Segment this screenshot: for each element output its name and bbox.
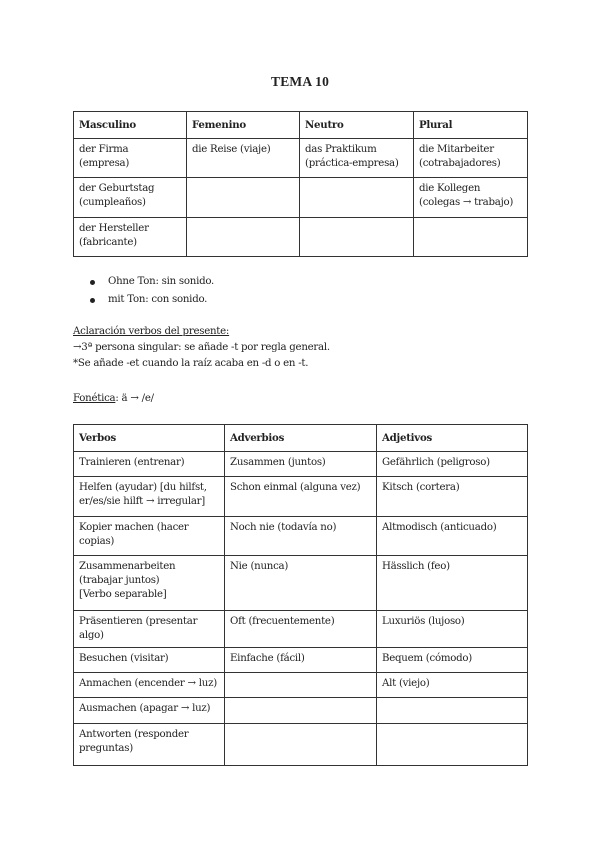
table-row xyxy=(74,556,528,611)
table-cell: Alt (viejo) xyxy=(377,673,528,698)
table-cell xyxy=(187,218,300,257)
table-cell: die Kollegen (colegas → trabajo) xyxy=(414,178,528,218)
header-verbos: Verbos xyxy=(74,425,225,452)
table-cell: Antworten (responder preguntas) xyxy=(74,724,225,766)
table-cell: Trainieren (entrenar) xyxy=(74,452,225,477)
table-cell: Kitsch (cortera) xyxy=(377,477,528,517)
table-cell xyxy=(300,218,414,257)
table-cell: Besuchen (visitar) xyxy=(74,648,225,673)
vocab-table xyxy=(73,424,528,766)
table-cell: Ausmachen (apagar → luz) xyxy=(74,698,225,724)
header-adverbios: Adverbios xyxy=(225,425,377,452)
table-cell: die Reise (viaje) xyxy=(187,139,300,178)
table-row xyxy=(74,178,528,218)
table-cell: Nie (nunca) xyxy=(225,556,377,611)
table-row xyxy=(74,139,528,178)
verb-separable-note: [Verbo separable] xyxy=(79,589,167,600)
table-header-row xyxy=(74,425,528,452)
table-row xyxy=(74,477,528,517)
gender-table xyxy=(73,111,528,257)
table-cell: der Geburtstag (cumpleaños) xyxy=(74,178,187,218)
table-row xyxy=(74,648,528,673)
aclaracion-line-2: *Se añade -et cuando la raíz acaba en -d o en -t. xyxy=(73,358,309,369)
table-row xyxy=(74,698,528,724)
table-row xyxy=(74,218,528,257)
aclaracion-section xyxy=(73,324,330,372)
list-item xyxy=(87,273,214,291)
bullet-icon xyxy=(90,298,95,303)
table-header-row xyxy=(74,112,528,139)
header-neutro: Neutro xyxy=(300,112,414,139)
cell-text: Zusammenarbeiten (trabajar juntos) xyxy=(79,561,176,586)
header-masculino: Masculino xyxy=(74,112,187,139)
table-cell: Noch nie (todavía no) xyxy=(225,517,377,556)
list-item xyxy=(87,291,214,309)
table-cell xyxy=(187,178,300,218)
table-cell: Anmachen (encender → luz) xyxy=(74,673,225,698)
table-cell: Kopier machen (hacer copias) xyxy=(74,517,225,556)
fonetica-line xyxy=(73,391,154,407)
table-cell: Zusammen (juntos) xyxy=(225,452,377,477)
table-cell: der Firma (empresa) xyxy=(74,139,187,178)
table-cell xyxy=(225,673,377,698)
table-cell xyxy=(414,218,528,257)
table-cell: Präsentieren (presentar algo) xyxy=(74,611,225,648)
aclaracion-heading: Aclaración verbos del presente: xyxy=(73,326,230,337)
table-cell xyxy=(74,556,225,611)
table-cell xyxy=(225,724,377,766)
table-cell: Luxuriös (lujoso) xyxy=(377,611,528,648)
table-cell: Einfache (fácil) xyxy=(225,648,377,673)
bullet-text: mit Ton: con sonido. xyxy=(108,294,208,305)
bullet-icon xyxy=(90,280,95,285)
table-row xyxy=(74,452,528,477)
aclaracion-line-1: →3ª persona singular: se añade -t por regla general. xyxy=(73,342,330,353)
table-row xyxy=(74,724,528,766)
header-plural: Plural xyxy=(414,112,528,139)
table-cell: das Praktikum (práctica-empresa) xyxy=(300,139,414,178)
table-cell: Schon einmal (alguna vez) xyxy=(225,477,377,517)
table-cell xyxy=(377,724,528,766)
table-cell: Oft (frecuentemente) xyxy=(225,611,377,648)
table-row xyxy=(74,611,528,648)
table-cell: Altmodisch (anticuado) xyxy=(377,517,528,556)
bullet-text: Ohne Ton: sin sonido. xyxy=(108,276,215,287)
header-adjetivos: Adjetivos xyxy=(377,425,528,452)
header-femenino: Femenino xyxy=(187,112,300,139)
table-cell: Bequem (cómodo) xyxy=(377,648,528,673)
fonetica-label: Fonética xyxy=(73,393,116,404)
table-cell: Gefährlich (peligroso) xyxy=(377,452,528,477)
table-cell xyxy=(377,698,528,724)
table-row xyxy=(74,517,528,556)
table-cell: Hässlich (feo) xyxy=(377,556,528,611)
table-cell: die Mitarbeiter (cotrabajadores) xyxy=(414,139,528,178)
table-cell: der Hersteller (fabricante) xyxy=(74,218,187,257)
table-cell xyxy=(225,698,377,724)
table-cell: Helfen (ayudar) [du hilfst, er/es/sie hilft → irregular] xyxy=(74,477,225,517)
fonetica-text: : ä → /e/ xyxy=(115,393,154,404)
table-row xyxy=(74,673,528,698)
table-cell xyxy=(300,178,414,218)
bullet-list xyxy=(87,273,214,309)
page-title: TEMA 10 xyxy=(270,74,330,89)
